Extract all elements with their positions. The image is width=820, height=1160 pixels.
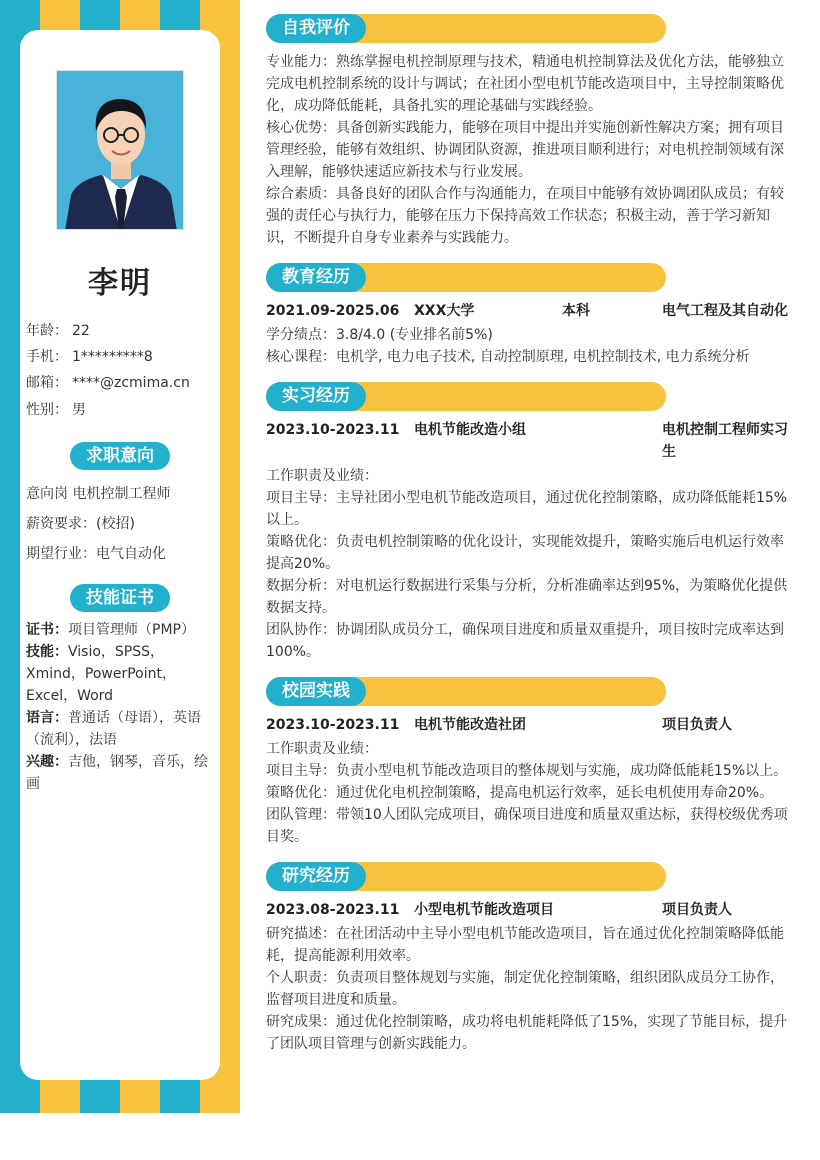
lang-label: 语言： <box>26 710 68 726</box>
phone-value: 1*********8 <box>72 349 153 365</box>
research-title: 研究经历 <box>266 862 366 891</box>
intern-role: 电机控制工程师实习生 <box>662 422 788 460</box>
person-name: 李明 <box>88 266 152 301</box>
hobby-label: 兴趣： <box>26 754 68 770</box>
campus-org: 电机节能改造社团 <box>414 717 526 733</box>
age-value: 22 <box>72 323 90 339</box>
research-org: 小型电机节能改造项目 <box>414 902 554 918</box>
campus-intro: 工作职责及业绩： <box>266 741 378 757</box>
gender-row <box>26 399 86 419</box>
research-date: 2023.08-2023.11 <box>266 902 400 918</box>
cert-label: 证书： <box>26 622 68 638</box>
self-eval-title: 自我评价 <box>266 14 366 43</box>
portrait-image <box>57 71 184 230</box>
internship-row <box>266 419 796 463</box>
intent-position: 意向岗 电机控制工程师 <box>26 486 171 502</box>
email-row <box>26 372 190 392</box>
research-heading <box>266 862 666 891</box>
email-label: 邮箱： <box>26 375 68 391</box>
job-intent-heading: 求职意向 <box>70 442 170 470</box>
edu-courses: 核心课程：电机学, 电力电子技术, 自动控制原理, 电机控制技术, 电力系统分析 <box>266 349 750 365</box>
intern-p3: 数据分析：对电机运行数据进行采集与分析，分析准确率达到95%，为策略优化提供数据支持。 <box>266 578 788 616</box>
cert-value: 项目管理师（PMP） <box>68 622 195 638</box>
campus-p2: 策略优化：通过优化电机控制策略，提高电机运行效率，延长电机使用寿命20%。 <box>266 785 774 801</box>
intent-industry: 期望行业：电气自动化 <box>26 546 166 562</box>
gender-label: 性别： <box>26 402 68 418</box>
edu-gpa: 学分绩点：3.8/4.0 (专业排名前5%) <box>266 327 493 343</box>
campus-title: 校园实践 <box>266 677 366 706</box>
internship-heading <box>266 382 666 411</box>
skill-item <box>26 641 216 707</box>
self-eval-heading <box>266 14 666 43</box>
campus-p1: 项目主导：负责小型电机节能改造项目的整体规划与实施，成功降低能耗15%以上。 <box>266 763 788 779</box>
edu-date: 2021.09-2025.06 <box>266 303 400 319</box>
research-p3: 研究成果：通过优化控制策略，成功将电机能耗降低了15%，实现了节能目标，提升了团队项目管理与创新实践能力。 <box>266 1014 788 1052</box>
intern-intro: 工作职责及业绩： <box>266 468 378 484</box>
campus-p3: 团队管理：带领10人团队完成项目，确保项目进度和质量双重达标，获得校级优秀项目奖。 <box>266 807 788 845</box>
campus-date: 2023.10-2023.11 <box>266 717 400 733</box>
research-role: 项目负责人 <box>662 902 732 918</box>
lang-item <box>26 707 216 751</box>
lang-value: 普通话（母语），英语（流利），法语 <box>26 710 201 748</box>
hobby-value: 吉他，钢琴，音乐，绘画 <box>26 754 208 792</box>
edu-degree: 本科 <box>562 303 590 319</box>
self-eval-p3: 综合素质：具备良好的团队合作与沟通能力，在项目中能够有效协调团队成员；有较强的责任心与执行力，能够在压力下保持高效工作状态；积极主动，善于学习新知识，不断提升自身专业素养与实践能力。 <box>266 186 784 246</box>
intern-p1: 项目主导：主导社团小型电机节能改造项目，通过优化控制策略，成功降低能耗15%以上。 <box>266 490 788 528</box>
intent-salary: 薪资要求：(校招) <box>26 516 135 532</box>
intern-date: 2023.10-2023.11 <box>266 422 400 438</box>
intern-p2: 策略优化：负责电机控制策略的优化设计，实现能效提升，策略实施后电机运行效率提高20%。 <box>266 534 784 572</box>
age-label: 年龄： <box>26 323 68 339</box>
edu-major: 电气工程及其自动化 <box>662 303 788 319</box>
skills-heading: 技能证书 <box>70 584 170 612</box>
skill-label: 技能： <box>26 644 68 660</box>
email-value: ****@zcmima.cn <box>72 375 190 391</box>
research-p2: 个人职责：负责项目整体规划与实施，制定优化控制策略，组织团队成员分工协作，监督项目进度和质量。 <box>266 970 784 1008</box>
hobby-item <box>26 751 216 795</box>
internship-title: 实习经历 <box>266 382 366 411</box>
edu-school: XXX大学 <box>414 303 475 319</box>
self-eval-p2: 核心优势：具备创新实践能力，能够在项目中提出并实施创新性解决方案；拥有项目管理经验，能够有效组织、协调团队资源，推进项目顺利进行；对电机控制领域有深入理解，能够快速适应新技术与行业发展。 <box>266 120 784 180</box>
sidebar <box>0 0 240 1113</box>
phone-label: 手机： <box>26 349 68 365</box>
campus-heading <box>266 677 666 706</box>
intern-p4: 团队协作：协调团队成员分工，确保项目进度和质量双重提升，项目按时完成率达到100%。 <box>266 622 784 660</box>
education-title: 教育经历 <box>266 263 366 292</box>
research-p1: 研究描述：在社团活动中主导小型电机节能改造项目，旨在通过优化控制策略降低能耗，提高能源利用效率。 <box>266 926 784 964</box>
intern-org: 电机节能改造小组 <box>414 422 526 438</box>
self-eval-p1: 专业能力：熟练掌握电机控制原理与技术，精通电机控制算法及优化方法，能够独立完成电机控制系统的设计与调试；在社团小型电机节能改造项目中，主导控制策略优化，成功降低能耗，具备扎实的理论基础与实践经验。 <box>266 54 784 114</box>
skill-value: Visio，SPSS，Xmind，PowerPoint，Excel，Word <box>26 644 176 704</box>
profile-card <box>20 30 220 1080</box>
age-row <box>26 320 90 340</box>
gender-value: 男 <box>72 402 86 418</box>
avatar <box>56 70 184 230</box>
education-heading <box>266 263 666 292</box>
cert-item <box>26 619 216 641</box>
phone-row <box>26 346 153 366</box>
campus-role: 项目负责人 <box>662 717 732 733</box>
